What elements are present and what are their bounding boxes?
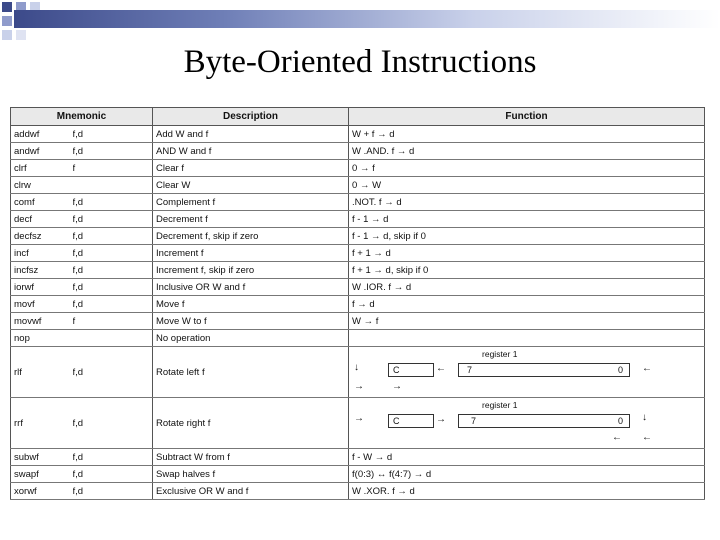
mnemonic-cell: swapf [11, 466, 73, 483]
table-row-xorwf [11, 483, 705, 500]
mnemonic-cell: clrf [11, 160, 73, 177]
function-cell: 0 → W [349, 177, 705, 194]
operands-cell: f,d [73, 347, 153, 398]
mnemonic-cell: iorwf [11, 279, 73, 296]
table-row-comf [11, 194, 705, 211]
description-cell: Move W to f [153, 313, 349, 330]
function-cell: W → f [349, 313, 705, 330]
mnemonic-cell: decfsz [11, 228, 73, 245]
register-label: register 1 [482, 400, 518, 410]
description-cell: No operation [153, 330, 349, 347]
description-cell: Decrement f [153, 211, 349, 228]
table-row-addwf [11, 126, 705, 143]
function-cell: W .XOR. f → d [349, 483, 705, 500]
arrow-right-icon: → [436, 414, 447, 425]
bit-low-label: 0 [618, 416, 624, 426]
operands-cell: f,d [73, 126, 153, 143]
arrow-left-icon: ← [642, 432, 653, 443]
arrow-right-icon: → [354, 381, 365, 392]
operands-cell: f,d [73, 466, 153, 483]
description-cell: Move f [153, 296, 349, 313]
table-row-incfsz [11, 262, 705, 279]
operands-cell [73, 330, 153, 347]
table-row-clrf [11, 160, 705, 177]
operands-cell: f,d [73, 143, 153, 160]
slide-title: Byte-Oriented Instructions [183, 44, 537, 80]
operands-cell [73, 177, 153, 194]
operands-cell: f [73, 313, 153, 330]
mnemonic-cell: rrf [11, 398, 73, 449]
arrow-left-icon: ← [612, 432, 623, 443]
description-cell: Decrement f, skip if zero [153, 228, 349, 245]
header-mnemonic: Mnemonic [11, 108, 153, 126]
function-cell: f - 1 → d, skip if 0 [349, 228, 705, 245]
table-row-decfsz [11, 228, 705, 245]
operands-cell: f,d [73, 211, 153, 228]
mnemonic-cell: clrw [11, 177, 73, 194]
description-cell: Complement f [153, 194, 349, 211]
operands-cell: f,d [73, 228, 153, 245]
instruction-table [10, 107, 705, 500]
rotate-left-diagram [352, 347, 701, 397]
arrow-left-icon: ← [642, 363, 653, 374]
operands-cell: f,d [73, 398, 153, 449]
table-row-rrf [11, 398, 705, 449]
function-cell [349, 330, 705, 347]
table-row-movwf [11, 313, 705, 330]
function-cell: f + 1 → d, skip if 0 [349, 262, 705, 279]
arrow-right-icon: → [392, 381, 403, 392]
mnemonic-cell: movwf [11, 313, 73, 330]
operands-cell: f [73, 160, 153, 177]
table-row-decf [11, 211, 705, 228]
table-row-rlf [11, 347, 705, 398]
bit-high-label: 7 [471, 416, 477, 426]
carry-box [388, 363, 434, 377]
description-cell: AND W and f [153, 143, 349, 160]
description-cell: Exclusive OR W and f [153, 483, 349, 500]
table-row-incf [11, 245, 705, 262]
function-cell: W .IOR. f → d [349, 279, 705, 296]
description-cell: Subtract W from f [153, 449, 349, 466]
description-cell: Increment f [153, 245, 349, 262]
function-cell: f + 1 → d [349, 245, 705, 262]
mnemonic-cell: addwf [11, 126, 73, 143]
operands-cell: f,d [73, 262, 153, 279]
title-bar-gradient [14, 10, 720, 28]
table-row-andwf [11, 143, 705, 160]
mnemonic-cell: movf [11, 296, 73, 313]
operands-cell: f,d [73, 279, 153, 296]
instruction-table-container [10, 107, 704, 496]
table-header-row [11, 108, 705, 126]
function-cell: f(0:3) ↔ f(4:7) → d [349, 466, 705, 483]
register-box [458, 363, 630, 377]
mnemonic-cell: andwf [11, 143, 73, 160]
arrow-down-icon: ↓ [354, 362, 360, 373]
function-diagram-cell [349, 398, 705, 449]
carry-label: C [393, 365, 400, 375]
function-cell: W + f → d [349, 126, 705, 143]
register-label: register 1 [482, 349, 518, 359]
description-cell: Rotate right f [153, 398, 349, 449]
rotate-right-diagram [352, 398, 701, 448]
mnemonic-cell: nop [11, 330, 73, 347]
operands-cell: f,d [73, 296, 153, 313]
operands-cell: f,d [73, 245, 153, 262]
register-box [458, 414, 630, 428]
operands-cell: f,d [73, 483, 153, 500]
description-cell: Clear f [153, 160, 349, 177]
table-row-clrw [11, 177, 705, 194]
description-cell: Add W and f [153, 126, 349, 143]
table-row-movf [11, 296, 705, 313]
operands-cell: f,d [73, 194, 153, 211]
mnemonic-cell: incfsz [11, 262, 73, 279]
arrow-right-icon: → [354, 413, 365, 424]
arrow-down-icon: ↓ [642, 412, 648, 423]
table-row-iorwf [11, 279, 705, 296]
description-cell: Swap halves f [153, 466, 349, 483]
description-cell: Rotate left f [153, 347, 349, 398]
description-cell: Clear W [153, 177, 349, 194]
function-cell: W .AND. f → d [349, 143, 705, 160]
header-description: Description [153, 108, 349, 126]
table-row-subwf [11, 449, 705, 466]
mnemonic-cell: xorwf [11, 483, 73, 500]
mnemonic-cell: comf [11, 194, 73, 211]
function-cell: f - W → d [349, 449, 705, 466]
operands-cell: f,d [73, 449, 153, 466]
description-cell: Increment f, skip if zero [153, 262, 349, 279]
mnemonic-cell: decf [11, 211, 73, 228]
description-cell: Inclusive OR W and f [153, 279, 349, 296]
table-row-swapf [11, 466, 705, 483]
mnemonic-cell: subwf [11, 449, 73, 466]
function-cell: f → d [349, 296, 705, 313]
mnemonic-cell: rlf [11, 347, 73, 398]
arrow-left-icon: ← [436, 363, 447, 374]
carry-box [388, 414, 434, 428]
bit-high-label: 7 [467, 365, 473, 375]
table-row-nop [11, 330, 705, 347]
function-diagram-cell [349, 347, 705, 398]
function-cell: .NOT. f → d [349, 194, 705, 211]
header-function: Function [349, 108, 705, 126]
function-cell: f - 1 → d [349, 211, 705, 228]
bit-low-label: 0 [618, 365, 624, 375]
mnemonic-cell: incf [11, 245, 73, 262]
function-cell: 0 → f [349, 160, 705, 177]
carry-label: C [393, 416, 400, 426]
